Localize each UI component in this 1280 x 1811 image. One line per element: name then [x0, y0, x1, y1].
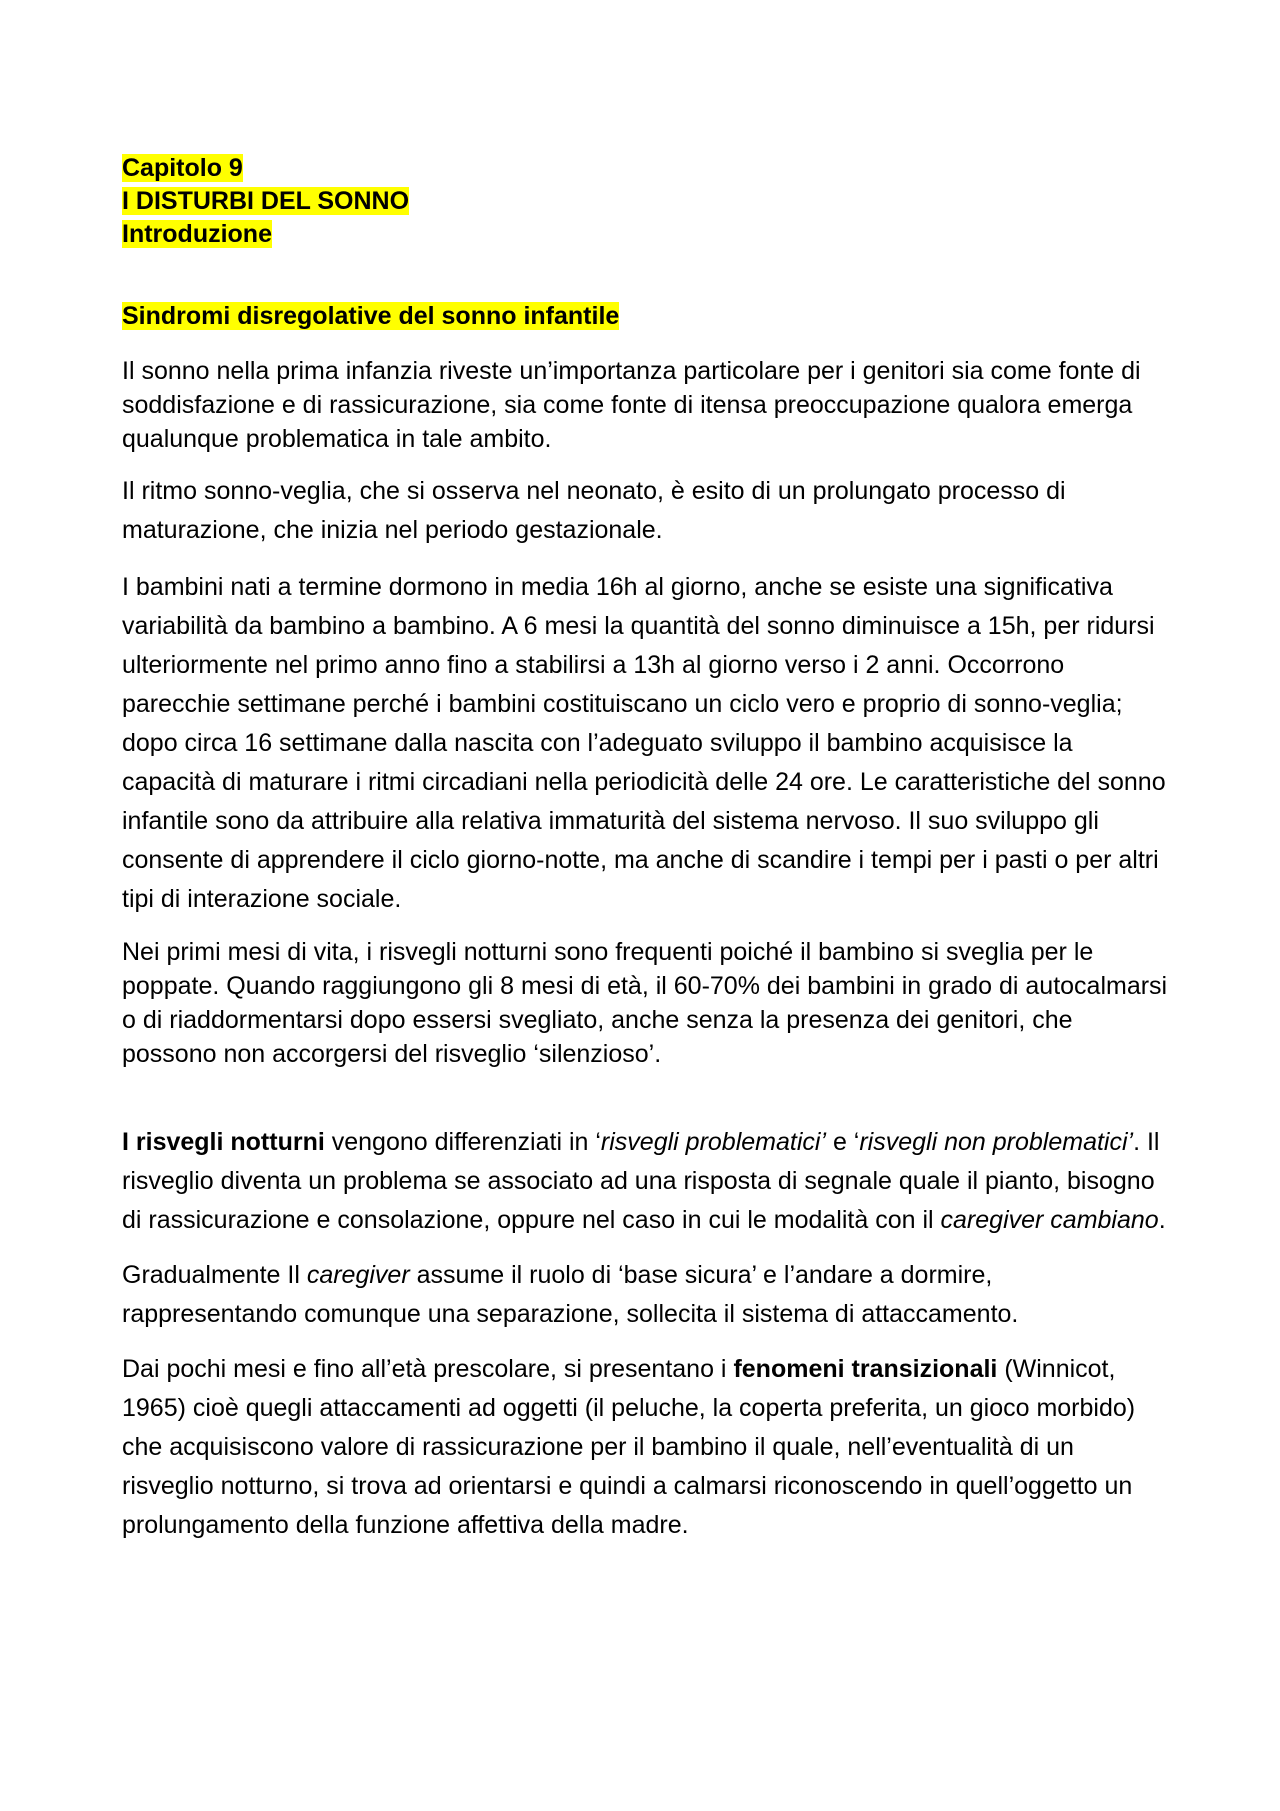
italic-term: risvegli problematici’ — [600, 1128, 826, 1156]
text-run: e ‘ — [826, 1128, 860, 1156]
chapter-number: Capitolo 9 — [122, 154, 243, 182]
paragraph-6 — [122, 1256, 1172, 1334]
italic-term: caregiver — [306, 1261, 410, 1289]
paragraph-5 — [122, 1123, 1172, 1240]
section-heading — [122, 300, 1172, 333]
text-run: . Il risveglio diventa un problema se associato ad una risposta di segnale quale il pianto, bisogno di rassicurazione e consolazione, oppure nel caso in cui le modalità con il — [122, 1128, 1160, 1234]
bold-term-risvegli: I risvegli notturni — [122, 1128, 325, 1156]
text-run: Dai pochi mesi e fino all’età prescolare, si presentano i — [122, 1355, 734, 1383]
document-page — [122, 152, 1172, 1545]
paragraph-4: Nei primi mesi di vita, i risvegli notturni sono frequenti poiché il bambino si sveglia per le poppate. Quando raggiungono gli 8 mesi di età, il 60-70% dei bambini in grado di autocalmarsi o di riaddormentarsi dopo essersi svegliato, anche senza la presenza dei genitori, che possono non accorgersi del risveglio ‘silenzioso’. — [122, 938, 1168, 1068]
text-run: (Winnicot, 1965) cioè quegli attaccamenti ad oggetti (il peluche, la coperta preferita, un gioco morbido) che acquisiscono valore di rassicurazione per il bambino il quale, nell’eventualità di un risveglio notturno, si trova ad orientarsi e quindi a calmarsi riconoscendo in quell’oggetto un prolungamento della funzione affettiva della madre. — [122, 1355, 1136, 1539]
bold-term-fenomeni: fenomeni transizionali — [733, 1355, 998, 1383]
chapter-heading — [122, 152, 1172, 251]
italic-term: risvegli non problematici’ — [859, 1128, 1134, 1156]
paragraph-7 — [122, 1350, 1172, 1545]
text-run: vengono differenziati in ‘ — [324, 1128, 601, 1156]
chapter-intro: Introduzione — [122, 220, 272, 248]
paragraph-3: I bambini nati a termine dormono in media 16h al giorno, anche se esiste una significativa variabilità da bambino a bambino. A 6 mesi la quantità del sonno diminuisce a 15h, per ridursi ulteriormente nel primo anno fino a stabilirsi a 13h al giorno verso i 2 anni. Occorrono parecchie settimane perché i bambini costituiscano un ciclo vero e proprio di sonno-veglia; dopo circa 16 settimane dalla nascita con l’adeguato sviluppo il bambino acquisisce la capacità di maturare i ritmi circadiani nella periodicità delle 24 ore. Le caratteristiche del sonno infantile sono da attribuire alla relativa immaturità del sistema nervoso. Il suo sviluppo gli consente di apprendere il ciclo giorno-notte, ma anche di scandire i tempi per i pasti o per altri tipi di interazione sociale. — [122, 573, 1166, 913]
paragraph-1: Il sonno nella prima infanzia riveste un’importanza particolare per i genitori sia come fonte di soddisfazione e di rassicurazione, sia come fonte di itensa preoccupazione qualora emerga qualunque problematica in tale ambito. — [122, 357, 1141, 453]
text-run: assume il ruolo di ‘base sicura’ e l’andare a dormire, rappresentando comunque una separazione, sollecita il sistema di attaccamento. — [122, 1261, 1019, 1328]
chapter-title: I DISTURBI DEL SONNO — [122, 187, 410, 215]
text-run: Gradualmente Il — [122, 1261, 307, 1289]
italic-term: caregiver cambiano — [940, 1206, 1159, 1234]
text-run: . — [1158, 1206, 1166, 1234]
paragraph-2: Il ritmo sonno-veglia, che si osserva nel neonato, è esito di un prolungato processo di maturazione, che inizia nel periodo gestazionale. — [122, 477, 1066, 544]
section-title: Sindromi disregolative del sonno infantile — [122, 302, 620, 330]
